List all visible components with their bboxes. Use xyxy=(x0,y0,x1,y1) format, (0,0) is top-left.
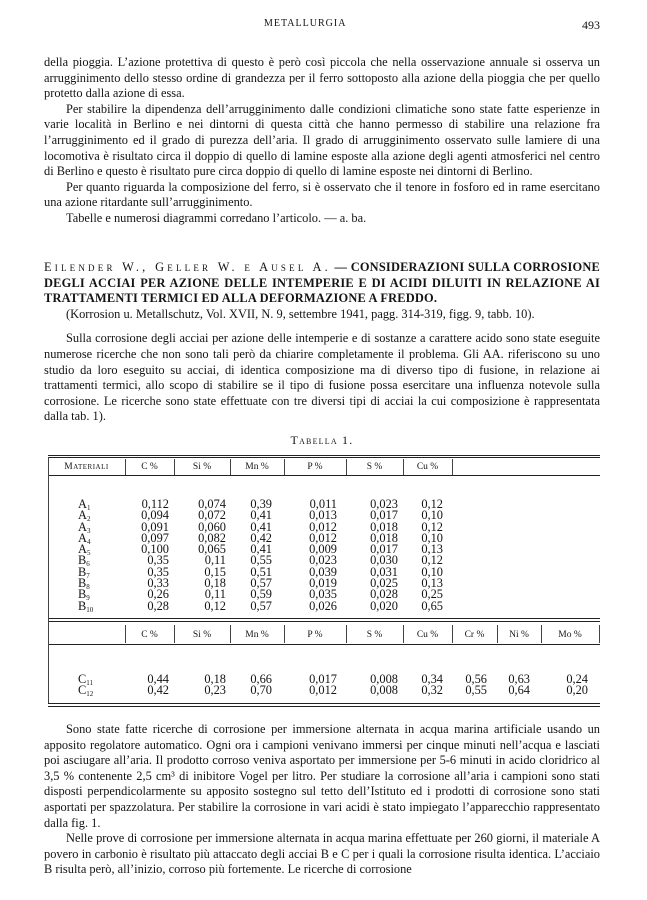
table-column xyxy=(370,674,398,697)
material-subscript: 10 xyxy=(86,605,94,614)
article-intro: Sulla corrosione degli acciai per azione delle intemperie e di sostanze a carattere acido sono state eseguite numerose ricerche che non sono tali però da chiarire completamente il problema. Gli AA. riferiscono su uno studio da loro eseguito su acciai, di identica composizione ma di diverso tipo di fusione, in relazione ai trattamenti termici, allo scopo di stabilire se il tipo di fusione possa esercitare una influenza notevole sulla corrosione. Le ricerche sono state effettuate con tre diversi tipi di acciai la cui composizione è rappresentata dalla tab. 1). xyxy=(44,331,600,424)
table-cell: 0,42 xyxy=(147,683,169,698)
table-header: C % xyxy=(141,462,158,472)
table-cell: 0,017 xyxy=(309,672,337,686)
table-header: S % xyxy=(366,462,383,472)
table-cell: 0,018 xyxy=(370,519,398,534)
material-subscript: 1 xyxy=(86,504,91,512)
table-header: Si % xyxy=(192,462,212,472)
table-rule xyxy=(48,455,600,456)
table-cell: 0,097 xyxy=(141,530,169,545)
table-cell: 0,11 xyxy=(204,587,226,602)
material-subscript: 4 xyxy=(86,537,91,546)
material-subscript: 6 xyxy=(86,560,90,569)
material-base: A xyxy=(78,497,87,511)
material-labels-group2 xyxy=(78,674,93,697)
table-cell: 0,57 xyxy=(250,576,272,591)
table-column xyxy=(250,674,272,697)
table-cell: 0,25 xyxy=(421,587,443,602)
table-cell: 0,41 xyxy=(250,542,272,557)
material-base: A xyxy=(78,530,87,545)
table-cell: 0,11 xyxy=(204,553,226,568)
table-cell: 0,091 xyxy=(141,519,169,534)
table-cell: 0,66 xyxy=(250,672,272,686)
table-cell: 0,41 xyxy=(250,508,272,523)
table-cell: 0,20 xyxy=(566,683,588,698)
table-header: C % xyxy=(141,630,158,640)
table-cell: 0,65 xyxy=(421,598,443,613)
table-cell: 0,011 xyxy=(309,497,337,511)
paragraph: Nelle prove di corrosione per immersione alternata in acqua marina effettuate per 260 giorni, il materiale A povero in carbonio è risultato più attaccato degli acciai B e C per i quali la corrosione risulta identica. L’acciaio B risulta però, all’inizio, corroso più fortemente. Le ricerche di corrosione xyxy=(44,831,600,877)
table-cell: 0,019 xyxy=(309,576,337,591)
table-cell: 0,020 xyxy=(370,598,398,613)
table-cell: 0,41 xyxy=(250,519,272,534)
table-rule xyxy=(48,618,600,619)
material-subscript: 12 xyxy=(86,690,94,699)
table-cell: 0,018 xyxy=(370,530,398,545)
table-column xyxy=(566,674,588,697)
material-subscript: 2 xyxy=(86,515,91,524)
table-cell: 0,51 xyxy=(250,564,272,579)
running-header xyxy=(44,18,600,32)
table-cell: 0,33 xyxy=(147,576,169,591)
article-heading xyxy=(44,260,600,307)
table-cell: 0,039 xyxy=(309,564,337,579)
table-cell: 0,26 xyxy=(147,587,169,602)
table-cell: 0,35 xyxy=(147,553,169,568)
material-subscript: 11 xyxy=(86,679,94,687)
material-base: B xyxy=(78,576,87,591)
article-authors: Eilender W., Geller W. e Ausel A. xyxy=(44,260,331,274)
table-cell: 0,026 xyxy=(309,598,337,613)
paragraph: Tabelle e numerosi diagrammi corredano l’articolo. — a. ba. xyxy=(66,210,367,225)
table-cell: 0,23 xyxy=(204,683,226,698)
paragraph: Per stabilire la dipendenza dell’arrugginimento dalle condizioni climatiche sono state fatte esperienze in varie località in Berlino e nei dintorni di questa città che hanno permesso di stabilire una relazione fra l’arrugginimento ed il grado di purezza dell’aria. Il grado di arrugginimento osservato sulle lamiere di una locomotiva è risultato circa il doppio di quello di lamine esposte alla azione degli agenti atmosferici nel centro di Berlino e questo è risultato pure circa doppio di quello di lamine esposte nei dintorni di Berlino. xyxy=(44,101,600,179)
table-column xyxy=(421,674,443,697)
table-cell: 0,56 xyxy=(465,672,487,686)
table-cell: 0,025 xyxy=(370,576,398,591)
after-table-text xyxy=(44,722,600,878)
table-cell: 0,013 xyxy=(309,508,337,523)
table-cell: 0,13 xyxy=(421,576,443,591)
table-cell: 0,072 xyxy=(198,508,226,523)
table-cell: 0,15 xyxy=(204,564,226,579)
table-header: Si % xyxy=(192,630,212,640)
table-cell: 0,008 xyxy=(370,683,398,698)
table-header: P % xyxy=(307,630,323,640)
table-cell: 0,18 xyxy=(204,672,226,686)
table-cell: 0,017 xyxy=(370,508,398,523)
running-title: METALLURGIA xyxy=(264,18,347,29)
table-column xyxy=(141,499,169,612)
material-base: C xyxy=(78,683,87,698)
material-base: A xyxy=(78,519,87,534)
material-subscript: 5 xyxy=(86,549,91,558)
table-cell: 0,012 xyxy=(309,683,337,698)
composition-table xyxy=(48,455,600,708)
table-cell: 0,42 xyxy=(250,530,272,545)
material-label xyxy=(78,598,94,614)
table-cell: 0,031 xyxy=(370,564,398,579)
paragraph: Per quanto riguarda la composizione del ferro, si è osservato che il tenore in fosforo ed in rame esercitano una azione ritardante sull’arrugginimento. xyxy=(44,179,600,210)
table-cell: 0,59 xyxy=(250,587,272,602)
table-divider xyxy=(599,625,600,643)
table-rule xyxy=(48,475,600,476)
table-column xyxy=(250,499,272,612)
table-column xyxy=(465,674,487,697)
table-cell: 0,70 xyxy=(250,683,272,698)
table-cell: 0,030 xyxy=(370,553,398,568)
material-subscript: 3 xyxy=(86,526,91,535)
table-cell: 0,12 xyxy=(204,598,226,613)
table-cell: 0,060 xyxy=(198,519,226,534)
table-cell: 0,10 xyxy=(421,564,443,579)
material-base: A xyxy=(78,508,87,523)
table-cell: 0,065 xyxy=(198,542,226,557)
table-cell: 0,12 xyxy=(421,519,443,534)
table-cell: 0,10 xyxy=(421,530,443,545)
table-column xyxy=(370,499,398,612)
table-header: Mo % xyxy=(558,630,582,640)
table-header-materiali: Materiali xyxy=(64,462,109,472)
material-base: B xyxy=(78,587,87,602)
table-cell: 0,24 xyxy=(566,672,588,686)
table-header: P % xyxy=(307,462,323,472)
table-cell: 0,32 xyxy=(421,683,443,698)
paragraph: della pioggia. L’azione protettiva di questo è però così piccola che nella osservazione annuale si osserva un arrugginimento dello stesso ordine di grandezza per il ferro sottoposto alla azione della pioggia che per quello protetto dalla azione di essa. xyxy=(44,55,600,101)
material-base: B xyxy=(78,598,87,613)
table-cell: 0,100 xyxy=(141,542,169,557)
table-header: Mn % xyxy=(245,630,269,640)
table-header: Cu % xyxy=(416,630,439,640)
table-rule xyxy=(48,457,600,458)
table-cell: 0,55 xyxy=(250,553,272,568)
table-column xyxy=(147,674,169,697)
table-cell: 0,023 xyxy=(370,497,398,511)
table-column xyxy=(204,674,226,697)
table-cell: 0,44 xyxy=(147,672,169,686)
table-rule xyxy=(48,706,600,707)
table-column xyxy=(309,674,337,697)
table-rule xyxy=(48,621,600,622)
table-cell: 0,34 xyxy=(421,672,443,686)
table-border xyxy=(48,457,49,703)
article-source: (Korrosion u. Metallschutz, Vol. XVII, N. 9, settembre 1941, pagg. 314-319, figg. 9, tabb. 10). xyxy=(66,306,535,321)
table-cell: 0,63 xyxy=(508,672,530,686)
table-cell: 0,13 xyxy=(421,542,443,557)
table-cell: 0,012 xyxy=(309,519,337,534)
table-header: S % xyxy=(366,630,383,640)
material-subscript: 9 xyxy=(86,594,90,603)
table-rule xyxy=(48,644,600,645)
table-cell: 0,074 xyxy=(198,497,226,511)
table-cell: 0,094 xyxy=(141,508,169,523)
material-base: C xyxy=(78,672,87,686)
page-number: 493 xyxy=(582,18,600,32)
table-header: Cr % xyxy=(464,630,485,640)
table-column xyxy=(421,499,443,612)
table-cell: 0,39 xyxy=(250,497,272,511)
paragraph: Sono state fatte ricerche di corrosione per immersione alternata in acqua marina artificiale usando un apposito regolatore automatico. Ogni ora i campioni venivano immersi per cinque minuti nell’acqua e lasciati poi asciugare all’aria. Il prodotto corroso veniva asportato per immersione per 5-6 minuti in acido cloridrico al 3,5 % contenente 2,5 cm³ di inibitore Vogel per litro. Per studiare la corrosione all’aria i campioni sono stati disposti perpendicolarmente su apposito sostegno sul tetto dell’Istituto ed i prodotti di corrosione sono stati asportati per spazzolatura. Per stabilire la corrosione in vari acidi è stato impiegato l’apparecchio rappresentato dalla fig. 1. xyxy=(44,722,600,830)
previous-article-text xyxy=(44,55,600,227)
table-divider xyxy=(452,459,453,475)
table-cell: 0,008 xyxy=(370,672,398,686)
table-cell: 0,28 xyxy=(147,598,169,613)
table-column xyxy=(198,499,226,612)
table-cell: 0,017 xyxy=(370,542,398,557)
material-base: B xyxy=(78,553,87,568)
table-cell: 0,035 xyxy=(309,587,337,602)
table-cell: 0,12 xyxy=(421,553,443,568)
table-column xyxy=(309,499,337,612)
table-column xyxy=(508,674,530,697)
table-cell: 0,55 xyxy=(465,683,487,698)
table-cell: 0,009 xyxy=(309,542,337,557)
material-base: A xyxy=(78,542,87,557)
material-subscript: 7 xyxy=(86,571,90,580)
table-header: Cu % xyxy=(416,462,439,472)
article-title: — CONSIDERAZIONI SULLA CORROSIONE DEGLI ACCIAI PER AZIONE DELLE INTEMPERIE E DI ACIDI DILUITI IN RELAZIONE AI TRATTAMENTI TERMICI ED ALLA DEFORMAZIONE A FREDDO. xyxy=(44,260,600,306)
table-cell: 0,012 xyxy=(309,530,337,545)
table-cell: 0,57 xyxy=(250,598,272,613)
material-labels-group1 xyxy=(78,499,93,612)
table-cell: 0,028 xyxy=(370,587,398,602)
table-caption: Tabella 1. xyxy=(290,433,354,447)
table-cell: 0,023 xyxy=(309,553,337,568)
material-base: B xyxy=(78,564,87,579)
table-cell: 0,082 xyxy=(198,530,226,545)
table-cell: 0,112 xyxy=(141,497,169,511)
table-rule xyxy=(48,703,600,704)
article-entry xyxy=(44,260,600,425)
table-cell: 0,12 xyxy=(421,497,443,511)
table-cell: 0,10 xyxy=(421,508,443,523)
table-cell: 0,35 xyxy=(147,564,169,579)
material-subscript: 8 xyxy=(86,583,90,592)
table-cell: 0,18 xyxy=(204,576,226,591)
table-header: Mn % xyxy=(245,462,269,472)
table-cell: 0,64 xyxy=(508,683,530,698)
table-header: Ni % xyxy=(509,630,529,640)
